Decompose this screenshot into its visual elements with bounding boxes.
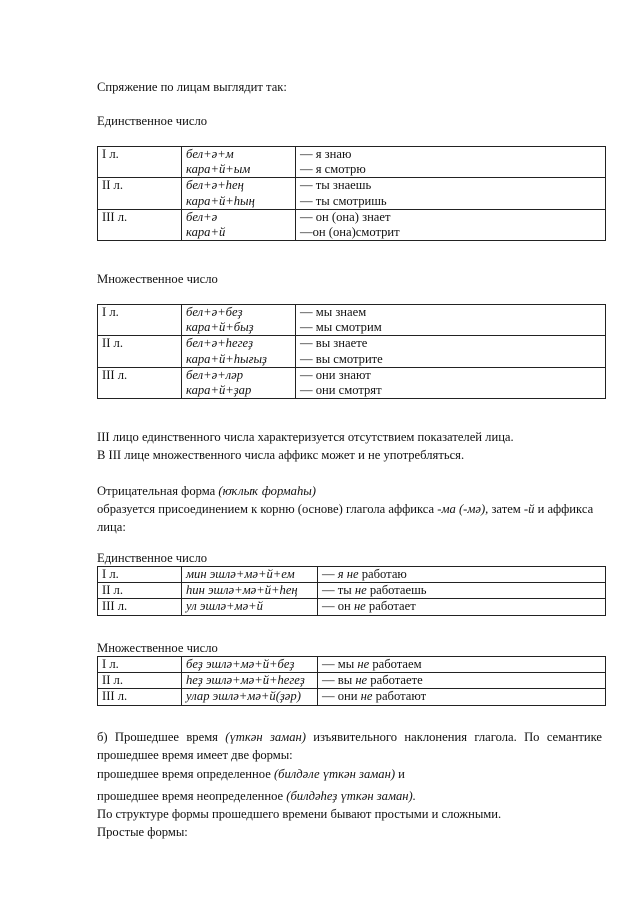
person-cell: III л. (98, 367, 182, 398)
meaning-cell: — он (она) знает —он (она)смотрит (296, 209, 606, 240)
past-tense-paragraph: б) Прошедшее время (үткән заман) изъявительного наклонения глагола. По семантике прошедшее время имеет две формы: (97, 730, 602, 762)
table-row (98, 336, 606, 367)
table-row (98, 583, 606, 599)
form-cell: бел+ә+һегеҙ кара+й+һығыҙ (182, 336, 296, 367)
form-cell: беҙ эшлә+мә+й+беҙ (182, 657, 318, 673)
negative-table-singular (97, 566, 606, 616)
person-cell: II л. (98, 178, 182, 209)
form-cell: улар эшлә+мә+й(ҙәр) (182, 689, 318, 705)
table-row (98, 567, 606, 583)
plural-heading-2: Множественное число (97, 641, 218, 655)
meaning-cell: — ты не работаешь (318, 583, 606, 599)
negative-form-description: образуется присоединением к корню (основе) глагола аффикса -ма (-мә), затем -й и аффикса лица: (97, 502, 594, 534)
intro-text: Спряжение по лицам выглядит так: (97, 80, 287, 94)
table-row (98, 657, 606, 673)
person-cell: II л. (98, 336, 182, 367)
person-cell: I л. (98, 567, 182, 583)
past-indefinite-line: прошедшее время неопределенное (билдәһеҙ үткән заман). (97, 789, 416, 803)
table-row (98, 178, 606, 209)
meaning-cell: — он не работает (318, 599, 606, 615)
simple-forms-line: Простые формы: (97, 825, 188, 839)
table-row (98, 209, 606, 240)
table-row (98, 367, 606, 398)
plural-heading: Множественное число (97, 272, 218, 286)
form-cell: һин эшлә+мә+й+һең (182, 583, 318, 599)
person-cell: I л. (98, 147, 182, 178)
negative-table-plural (97, 656, 606, 706)
form-cell: бел+ә кара+й (182, 209, 296, 240)
form-cell: ул эшлә+мә+й (182, 599, 318, 615)
meaning-cell: — я знаю — я смотрю (296, 147, 606, 178)
meaning-cell: — я не работаю (318, 567, 606, 583)
meaning-cell: — они знают — они смотрят (296, 367, 606, 398)
table-row (98, 305, 606, 336)
table-row (98, 689, 606, 705)
person-cell: III л. (98, 209, 182, 240)
form-cell: бел+ә+м кара+й+ым (182, 147, 296, 178)
meaning-cell: — ты знаешь — ты смотришь (296, 178, 606, 209)
table-row (98, 673, 606, 689)
meaning-cell: — мы знаем — мы смотрим (296, 305, 606, 336)
form-cell: бел+ә+ләр кара+й+ҙар (182, 367, 296, 398)
person-cell: III л. (98, 689, 182, 705)
person-cell: I л. (98, 657, 182, 673)
meaning-cell: — вы знаете — вы смотрите (296, 336, 606, 367)
negative-form-title: Отрицательная форма (юҡлыҡ формаһы) (97, 484, 316, 498)
form-cell: бел+ә+беҙ кара+й+быҙ (182, 305, 296, 336)
note-singular: III лицо единственного числа характеризуется отсутствием показателей лица. (97, 430, 514, 444)
table-row (98, 599, 606, 615)
person-cell: III л. (98, 599, 182, 615)
singular-heading-2: Единственное число (97, 551, 208, 565)
past-structure-line: По структуре формы прошедшего времени бывают простыми и сложными. (97, 807, 502, 821)
meaning-cell: — они не работают (318, 689, 606, 705)
table-row (98, 147, 606, 178)
person-cell: I л. (98, 305, 182, 336)
person-cell: II л. (98, 673, 182, 689)
note-plural: В III лице множественного числа аффикс может и не употребляться. (97, 448, 465, 462)
past-definite-line: прошедшее время определенное (билдәле үткән заман) и (97, 767, 405, 781)
conjugation-table-singular (97, 146, 606, 241)
form-cell: мин эшлә+мә+й+ем (182, 567, 318, 583)
meaning-cell: — вы не работаете (318, 673, 606, 689)
singular-heading: Единственное число (97, 114, 208, 128)
form-cell: һеҙ эшлә+мә+й+һегеҙ (182, 673, 318, 689)
conjugation-table-plural (97, 304, 606, 399)
person-cell: II л. (98, 583, 182, 599)
form-cell: бел+ә+һең кара+й+һың (182, 178, 296, 209)
meaning-cell: — мы не работаем (318, 657, 606, 673)
